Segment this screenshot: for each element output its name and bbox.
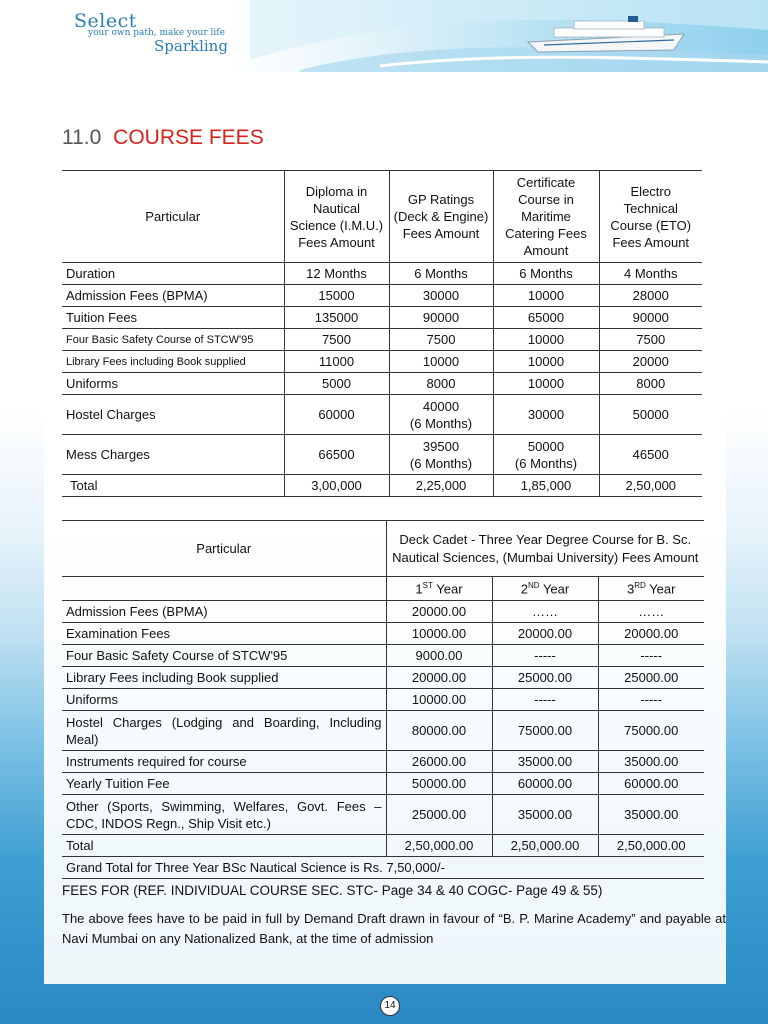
cell: 65000 <box>493 307 599 329</box>
cell: 7500 <box>599 329 702 351</box>
table-row <box>62 689 704 711</box>
cell: 75000.00 <box>492 711 598 751</box>
payment-note: The above fees have to be paid in full by Demand Draft drawn in favour of “B. P. Marine Academy” and payable at Navi Mumbai on any Nationalized Bank, at the time of admission <box>62 911 726 946</box>
table-row <box>62 263 702 285</box>
col-eto: Electro Technical Course (ETO) Fees Amount <box>599 171 702 263</box>
row-label: Tuition Fees <box>62 307 284 329</box>
row-label: Library Fees including Book supplied <box>62 667 386 689</box>
col-year-2 <box>492 577 598 601</box>
cell: 60000 <box>284 395 389 435</box>
table-row <box>62 285 702 307</box>
cell: 46500 <box>599 435 702 475</box>
row-label: Library Fees including Book supplied <box>62 351 284 373</box>
row-label: Uniforms <box>62 689 386 711</box>
course-fees-table <box>62 170 702 497</box>
cell: …… <box>492 601 598 623</box>
year-suffix: ST <box>422 580 433 590</box>
cell: 20000.00 <box>598 623 704 645</box>
grand-total-text: Grand Total for Three Year BSc Nautical Science is Rs. 7,50,000/- <box>62 857 704 879</box>
year-label: Year <box>436 581 463 597</box>
row-label: Other (Sports, Swimming, Welfares, Govt. Fees – CDC, INDOS Regn., Ship Visit etc.) <box>62 795 386 835</box>
year-label: Year <box>649 581 676 597</box>
table-row <box>62 373 702 395</box>
cell: 20000.00 <box>386 601 492 623</box>
row-label: Total <box>62 835 386 857</box>
cell: 20000 <box>599 351 702 373</box>
cell: 3,00,000 <box>284 475 389 497</box>
col-catering: Certificate Course in Maritime Catering Fees Amount <box>493 171 599 263</box>
section-heading <box>62 126 264 150</box>
cell: ----- <box>492 689 598 711</box>
row-label: Hostel Charges <box>62 395 284 435</box>
page-header-banner <box>0 0 768 72</box>
cell: 80000.00 <box>386 711 492 751</box>
cell: …… <box>598 601 704 623</box>
row-label: Admission Fees (BPMA) <box>62 601 386 623</box>
cell: 7500 <box>284 329 389 351</box>
row-label: Instruments required for course <box>62 751 386 773</box>
cell: 7500 <box>389 329 493 351</box>
year-number: 3 <box>627 581 635 597</box>
row-label: Four Basic Safety Course of STCW'95 <box>62 329 284 351</box>
logo-sparkling-text: Sparkling <box>154 37 228 55</box>
cell <box>389 435 493 475</box>
cell: 60000.00 <box>598 773 704 795</box>
cell: 20000.00 <box>386 667 492 689</box>
row-label: Four Basic Safety Course of STCW'95 <box>62 645 386 667</box>
cell: 35000.00 <box>598 795 704 835</box>
cell: 10000 <box>493 351 599 373</box>
cell: 66500 <box>284 435 389 475</box>
table-row <box>62 351 702 373</box>
cell: 2,50,000.00 <box>386 835 492 857</box>
row-label: Hostel Charges (Lodging and Boarding, Including Meal) <box>62 711 386 751</box>
deck-cadet-fees-table <box>62 520 704 879</box>
year-label: Year <box>542 581 570 597</box>
table-row <box>62 667 704 689</box>
table-row <box>62 395 702 435</box>
cell: 10000.00 <box>386 689 492 711</box>
cell: 2,50,000 <box>599 475 702 497</box>
cruise-ship-icon <box>524 14 694 56</box>
col-particular: Particular <box>62 171 284 263</box>
cell: 25000.00 <box>386 795 492 835</box>
cell: 8000 <box>389 373 493 395</box>
cell: 12 Months <box>284 263 389 285</box>
cell-note: (6 Months) <box>514 455 578 471</box>
cell: 10000 <box>493 329 599 351</box>
table-row <box>62 329 702 351</box>
table-row <box>62 623 704 645</box>
cell: 15000 <box>284 285 389 307</box>
year-number: 2 <box>520 581 528 597</box>
grand-total-row <box>62 857 704 879</box>
col-diploma: Diploma in Nautical Science (I.M.U.) Fees Amount <box>284 171 389 263</box>
cell: 90000 <box>599 307 702 329</box>
cell: 10000 <box>493 373 599 395</box>
row-label: Duration <box>62 263 284 285</box>
cell-value: 39500 <box>422 438 460 454</box>
row-label: Mess Charges <box>62 435 284 475</box>
section-number: 11.0 <box>62 126 102 149</box>
col-particular: Particular <box>62 521 386 577</box>
row-label: Examination Fees <box>62 623 386 645</box>
table-header-row <box>62 521 704 577</box>
cell: 6 Months <box>389 263 493 285</box>
cell: ----- <box>598 645 704 667</box>
year-number: 1 <box>415 581 423 597</box>
cell: 75000.00 <box>598 711 704 751</box>
cell: 60000.00 <box>492 773 598 795</box>
cell: 35000.00 <box>492 751 598 773</box>
cell <box>493 435 599 475</box>
cell: 50000.00 <box>386 773 492 795</box>
table-row <box>62 307 702 329</box>
table-row <box>62 435 702 475</box>
cell: 135000 <box>284 307 389 329</box>
logo-tagline: your own path, make your life <box>88 28 225 38</box>
cell-value: 40000 <box>422 398 460 414</box>
table-row <box>62 601 704 623</box>
cell: 4 Months <box>599 263 702 285</box>
cell: 5000 <box>284 373 389 395</box>
table-row <box>62 773 704 795</box>
cell: 26000.00 <box>386 751 492 773</box>
table-total-row <box>62 475 702 497</box>
table-total-row <box>62 835 704 857</box>
logo-select-text: Select <box>74 10 137 32</box>
col-year-1 <box>386 577 492 601</box>
cell: 35000.00 <box>492 795 598 835</box>
cell-note: (6 Months) <box>409 455 473 471</box>
cell: 28000 <box>599 285 702 307</box>
col-gp-ratings: GP Ratings (Deck & Engine) Fees Amount <box>389 171 493 263</box>
cell: 20000.00 <box>492 623 598 645</box>
cell: 25000.00 <box>492 667 598 689</box>
cell: 25000.00 <box>598 667 704 689</box>
cell <box>389 395 493 435</box>
row-label: Total <box>62 475 284 497</box>
cell: 50000 <box>599 395 702 435</box>
year-header-row <box>62 577 704 601</box>
cell: 35000.00 <box>598 751 704 773</box>
table-header-row <box>62 171 702 263</box>
cell: 11000 <box>284 351 389 373</box>
year-suffix: RD <box>634 580 646 590</box>
cell: 10000 <box>389 351 493 373</box>
table-row <box>62 751 704 773</box>
table-row <box>62 795 704 835</box>
fees-for-reference: FEES FOR (REF. INDIVIDUAL COURSE SEC. STC- Page 34 & 40 COGC- Page 49 & 55) <box>62 883 603 898</box>
section-title: COURSE FEES <box>113 126 264 149</box>
table-row <box>62 711 704 751</box>
cell-value: 50000 <box>527 438 565 454</box>
row-label: Yearly Tuition Fee <box>62 773 386 795</box>
cell: 8000 <box>599 373 702 395</box>
year-blank-cell <box>62 577 386 601</box>
cell: 10000.00 <box>386 623 492 645</box>
year-suffix: ND <box>528 580 540 590</box>
cell: ----- <box>492 645 598 667</box>
cell: 10000 <box>493 285 599 307</box>
row-label: Uniforms <box>62 373 284 395</box>
cell-note: (6 Months) <box>409 415 473 431</box>
cell: 2,25,000 <box>389 475 493 497</box>
col-year-3 <box>598 577 704 601</box>
cell: 2,50,000.00 <box>598 835 704 857</box>
col-course: Deck Cadet - Three Year Degree Course for B. Sc. Nautical Sciences, (Mumbai University) Fees Amount <box>386 521 704 577</box>
row-label: Admission Fees (BPMA) <box>62 285 284 307</box>
page-number: 14 <box>380 996 400 1016</box>
cell: 6 Months <box>493 263 599 285</box>
cell: 30000 <box>389 285 493 307</box>
cell: 1,85,000 <box>493 475 599 497</box>
cell: ----- <box>598 689 704 711</box>
cell: 2,50,000.00 <box>492 835 598 857</box>
table-row <box>62 645 704 667</box>
cell: 90000 <box>389 307 493 329</box>
cell: 30000 <box>493 395 599 435</box>
cell: 9000.00 <box>386 645 492 667</box>
